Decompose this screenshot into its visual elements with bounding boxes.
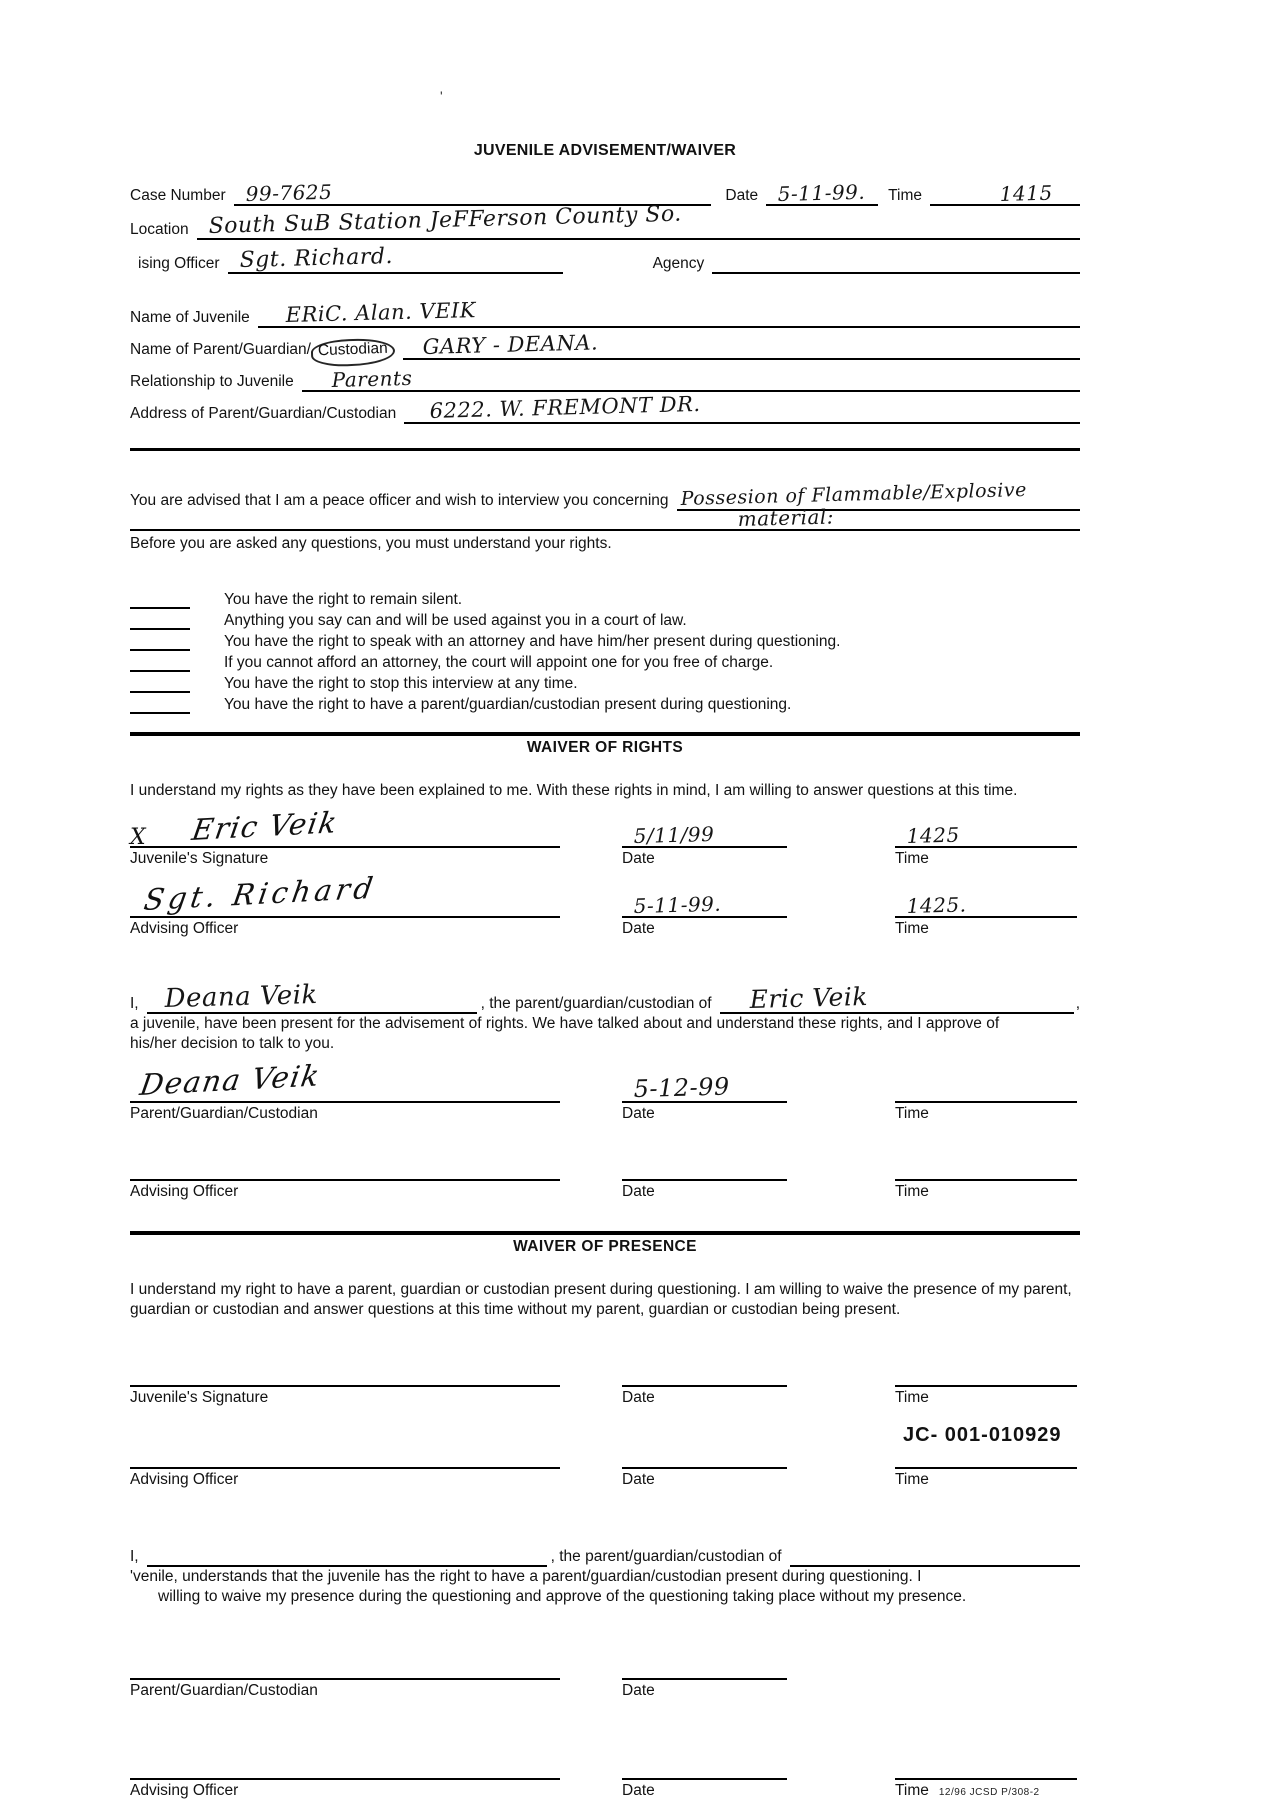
- waiver-of-presence-section-head: [130, 1231, 1080, 1256]
- juvenile-name-line: [258, 296, 1080, 328]
- date-label: Date: [622, 849, 655, 867]
- date-label: Date: [622, 1104, 655, 1122]
- section-rule: [130, 1231, 1080, 1235]
- clause-prefix: I,: [130, 1548, 139, 1566]
- time-line: [895, 808, 1077, 848]
- signature-column: [130, 804, 560, 868]
- parent-name-label-prefix: Name of Parent/Guardian/: [130, 340, 311, 358]
- x-mark: X: [130, 824, 146, 850]
- initials-line: [130, 635, 190, 651]
- parent-name-line: [147, 1539, 547, 1567]
- address-value: 6222. W. FREMONT DR.: [429, 391, 702, 423]
- date-label: Date: [622, 1470, 655, 1488]
- form-title: JUVENILE ADVISEMENT/WAIVER: [473, 142, 737, 159]
- date-line: [622, 878, 787, 918]
- parent-signature-value: Deana Veik: [137, 1058, 324, 1102]
- time-label: Time: [895, 1182, 929, 1200]
- parent-clause-line3: willing to waive my presence during the questioning and approve of the questioning taking place without my presence.: [158, 1588, 967, 1606]
- juvenile-name-row: [130, 298, 1080, 328]
- time-column: [895, 1355, 1077, 1407]
- officer-signature-line: [130, 1748, 560, 1780]
- clause-prefix: I,: [130, 995, 139, 1013]
- rights-item: [130, 609, 1080, 630]
- date-column: [622, 1063, 787, 1123]
- location-value: South SuB Station JeFFerson County So.: [207, 201, 682, 239]
- time-line: [895, 1748, 1077, 1780]
- date-column: [622, 1748, 787, 1800]
- time-value: 1425.: [906, 892, 967, 918]
- location-row: [130, 201, 1080, 240]
- section-rule: [130, 732, 1080, 736]
- initials-line: [130, 656, 190, 672]
- parent-name-row: [130, 330, 1080, 360]
- date-line: [622, 1748, 787, 1780]
- advising-officer-label: Advising Officer: [130, 919, 239, 937]
- date-line: [622, 808, 787, 848]
- rights-item: [130, 672, 1080, 693]
- signature-column: [130, 1437, 560, 1489]
- advising-officer-value: Sgt. Richard.: [238, 243, 393, 273]
- time-value: 1415: [999, 180, 1053, 206]
- waiver-of-rights-heading: WAIVER OF RIGHTS: [526, 739, 684, 757]
- concern-line-1: [677, 475, 1080, 511]
- parent-signature-line: [130, 1058, 560, 1103]
- rights-item: [130, 588, 1080, 609]
- date-column: [622, 1355, 787, 1407]
- waiver-of-rights-statement: I understand my rights as they have been explained to me. With these rights in mind, I am willing to answer questions at this time.: [130, 782, 1018, 800]
- time-line: [930, 174, 1080, 206]
- time-line: [895, 1063, 1077, 1103]
- parent-name-line: [403, 328, 1080, 360]
- initials-line: [130, 593, 190, 609]
- date-line: [622, 1648, 787, 1680]
- advising-officer-label: Advising Officer: [130, 1781, 239, 1799]
- relationship-row: [130, 362, 1080, 392]
- juvenile-name-label: Name of Juvenile: [130, 308, 250, 326]
- time-label: Time: [888, 186, 922, 204]
- agency-line: [712, 242, 1080, 274]
- date-label: Date: [622, 1388, 655, 1406]
- date-column: [622, 1648, 787, 1700]
- address-line: [404, 392, 1080, 424]
- case-number-value: 99-7625: [245, 179, 333, 206]
- date-value: 5-12-99: [633, 1072, 731, 1103]
- parent-signature-line: [130, 1648, 560, 1680]
- form-code: 12/96 JCSD P/308-2: [938, 1786, 1040, 1798]
- rights-item-text: You have the right to speak with an attorney and have him/her present during questioning.: [224, 632, 841, 650]
- form-content: [130, 0, 1080, 1800]
- advising-officer-label: Advising Officer: [130, 1182, 239, 1200]
- time-line: [895, 1149, 1077, 1181]
- section-divider-line: [130, 448, 1080, 451]
- scan-artifact-mark: ': [440, 88, 443, 104]
- juvenile-name-value: ERiC. Alan. VEIK: [285, 298, 477, 327]
- time-column: [895, 1149, 1077, 1201]
- parent-guardian-custodian-label: Parent/Guardian/Custodian: [130, 1104, 318, 1122]
- signature-column: [130, 1748, 560, 1800]
- case-number-row: [130, 176, 1080, 206]
- signature-column: [130, 1149, 560, 1201]
- relationship-label: Relationship to Juvenile: [130, 372, 294, 390]
- initials-line: [130, 698, 190, 714]
- parent-guardian-custodian-label: Parent/Guardian/Custodian: [130, 1681, 318, 1699]
- location-label: Location: [130, 220, 189, 238]
- time-column: [895, 1748, 1077, 1800]
- custodian-circle-annotation: Custodian: [311, 337, 396, 366]
- date-value: 5-11-99.: [777, 179, 866, 206]
- juvenile-name-value: Eric Veik: [748, 981, 868, 1014]
- signature-column: [130, 1648, 560, 1700]
- waiver-of-rights-section-head: [130, 732, 1080, 757]
- officer-signature-value: Sgt. Richard: [141, 870, 380, 917]
- case-number-label: Case Number: [130, 186, 226, 204]
- document-control-number: JC- 001-010929: [903, 1424, 1062, 1446]
- parent-signature-row: [130, 1058, 1080, 1123]
- time-column: [895, 878, 1077, 938]
- location-line: [197, 201, 1080, 240]
- signature-column: [130, 1355, 560, 1407]
- advising-officer-signature-row: [130, 870, 1080, 938]
- juvenile-signature-label: Juvenile's Signature: [130, 1388, 269, 1406]
- clause-mid: , the parent/guardian/custodian of: [480, 995, 712, 1013]
- address-label: Address of Parent/Guardian/Custodian: [130, 404, 397, 422]
- time-column: [895, 1063, 1077, 1123]
- parent-name-line: [147, 978, 477, 1014]
- juvenile-name-line: [720, 978, 1074, 1014]
- date-column: [622, 878, 787, 938]
- waiver-of-presence-statement: I understand my right to have a parent, guardian or custodian present during questioning. I am willing to waive the presence of my parent, guardian or custodian and answer questions at this time without my parent, guardian or custodian being present.: [130, 1280, 1072, 1319]
- juvenile-signature-line: [130, 804, 560, 850]
- time-label: Time: [895, 1470, 929, 1488]
- initials-line: [130, 614, 190, 630]
- time-value: 1425: [906, 822, 960, 848]
- juvenile-signature-line: [130, 1355, 560, 1387]
- date-line: [622, 1437, 787, 1469]
- parent-clause-row: [130, 980, 1080, 1014]
- rights-item-text: You have the right to have a parent/guardian/custodian present during questioning.: [224, 695, 792, 713]
- date-line: [622, 1149, 787, 1181]
- advising-officer-signature-row: [130, 1149, 1080, 1201]
- time-label: Time: [895, 849, 929, 867]
- address-row: [130, 391, 1080, 424]
- advising-officer-label: Advising Officer: [130, 1470, 239, 1488]
- advising-officer-row: [130, 244, 1080, 274]
- rights-item: [130, 693, 1080, 714]
- relationship-line: [302, 360, 1080, 392]
- date-label: Date: [725, 186, 759, 204]
- juvenile-signature-row: [130, 1355, 1080, 1407]
- concern-value-line2: material:: [737, 504, 835, 531]
- date-column: [622, 1437, 787, 1489]
- advising-officer-line: [228, 242, 563, 274]
- officer-signature-line: [130, 1149, 560, 1181]
- date-line: [622, 1063, 787, 1103]
- time-label: Time: [895, 919, 929, 937]
- parent-clause-body: a juvenile, have been present for the advisement of rights. We have talked about and understand these rights, and I approve of his/her decision to talk to you.: [130, 1014, 1000, 1053]
- date-line: [622, 1355, 787, 1387]
- parent-name-value: Deana Veik: [163, 979, 318, 1014]
- parent-clause-row: [130, 1541, 1080, 1567]
- time-column: [895, 808, 1077, 868]
- rights-item-text: If you cannot afford an attorney, the court will appoint one for you free of charge.: [224, 653, 774, 671]
- officer-signature-line: [130, 870, 560, 918]
- time-label-text: Time: [895, 1781, 929, 1799]
- juvenile-name-line: [790, 1539, 1080, 1567]
- rights-item: [130, 651, 1080, 672]
- agency-label: Agency: [652, 254, 705, 272]
- advising-officer-label: ising Officer: [138, 254, 220, 272]
- juvenile-signature-label: Juvenile's Signature: [130, 849, 269, 867]
- officer-signature-line: [130, 1437, 560, 1469]
- parent-name-value: GARY - DEANA.: [422, 330, 599, 359]
- date-column: [622, 1149, 787, 1201]
- signature-column: [130, 1058, 560, 1123]
- date-label: Date: [622, 1781, 655, 1799]
- rights-item-text: You have the right to stop this interview at any time.: [224, 674, 578, 692]
- date-value: 5-11-99.: [633, 891, 722, 918]
- concern-value-line1: Possesion of Flammable/Explosive: [679, 478, 1027, 510]
- rights-list: [130, 588, 1080, 714]
- clause-suffix: ,: [1075, 995, 1080, 1013]
- parent-clause-line2: 'venile, understands that the juvenile has the right to have a parent/guardian/custodian present during questioning. I: [130, 1567, 922, 1585]
- time-line: [895, 878, 1077, 918]
- time-label: Time: [895, 1104, 929, 1122]
- clause-mid: , the parent/guardian/custodian of: [550, 1548, 782, 1566]
- date-label: Date: [622, 1182, 655, 1200]
- date-column: [622, 808, 787, 868]
- time-label: [895, 1780, 1077, 1800]
- concern-row-2: [130, 504, 1080, 531]
- parent-signature-row: [130, 1648, 1080, 1700]
- advisement-row: [130, 477, 1080, 511]
- advisement-intro-label: You are advised that I am a peace officer and wish to interview you concerning: [130, 491, 669, 509]
- rights-item: [130, 630, 1080, 651]
- date-label: Date: [622, 1681, 655, 1699]
- waiver-of-presence-heading: WAIVER OF PRESENCE: [513, 1237, 697, 1255]
- juvenile-signature-row: [130, 804, 1080, 868]
- date-value: 5/11/99: [633, 821, 715, 848]
- concern-line-2: [130, 504, 1080, 531]
- time-line: [895, 1355, 1077, 1387]
- rights-item-text: You have the right to remain silent.: [224, 590, 463, 608]
- initials-line: [130, 677, 190, 693]
- relationship-value: Parents: [331, 365, 413, 392]
- advising-officer-signature-row: [130, 1748, 1080, 1800]
- juvenile-signature-value: Eric Veik: [189, 804, 341, 847]
- signature-column: [130, 870, 560, 938]
- date-line: [766, 174, 878, 206]
- rights-intro-text: Before you are asked any questions, you must understand your rights.: [130, 535, 612, 552]
- time-label: Time: [895, 1388, 929, 1406]
- date-label: Date: [622, 919, 655, 937]
- rights-item-text: Anything you say can and will be used against you in a court of law.: [224, 611, 687, 629]
- case-number-line: [234, 174, 594, 206]
- parent-name-label: [130, 339, 403, 361]
- case-number-line-2: [594, 174, 712, 206]
